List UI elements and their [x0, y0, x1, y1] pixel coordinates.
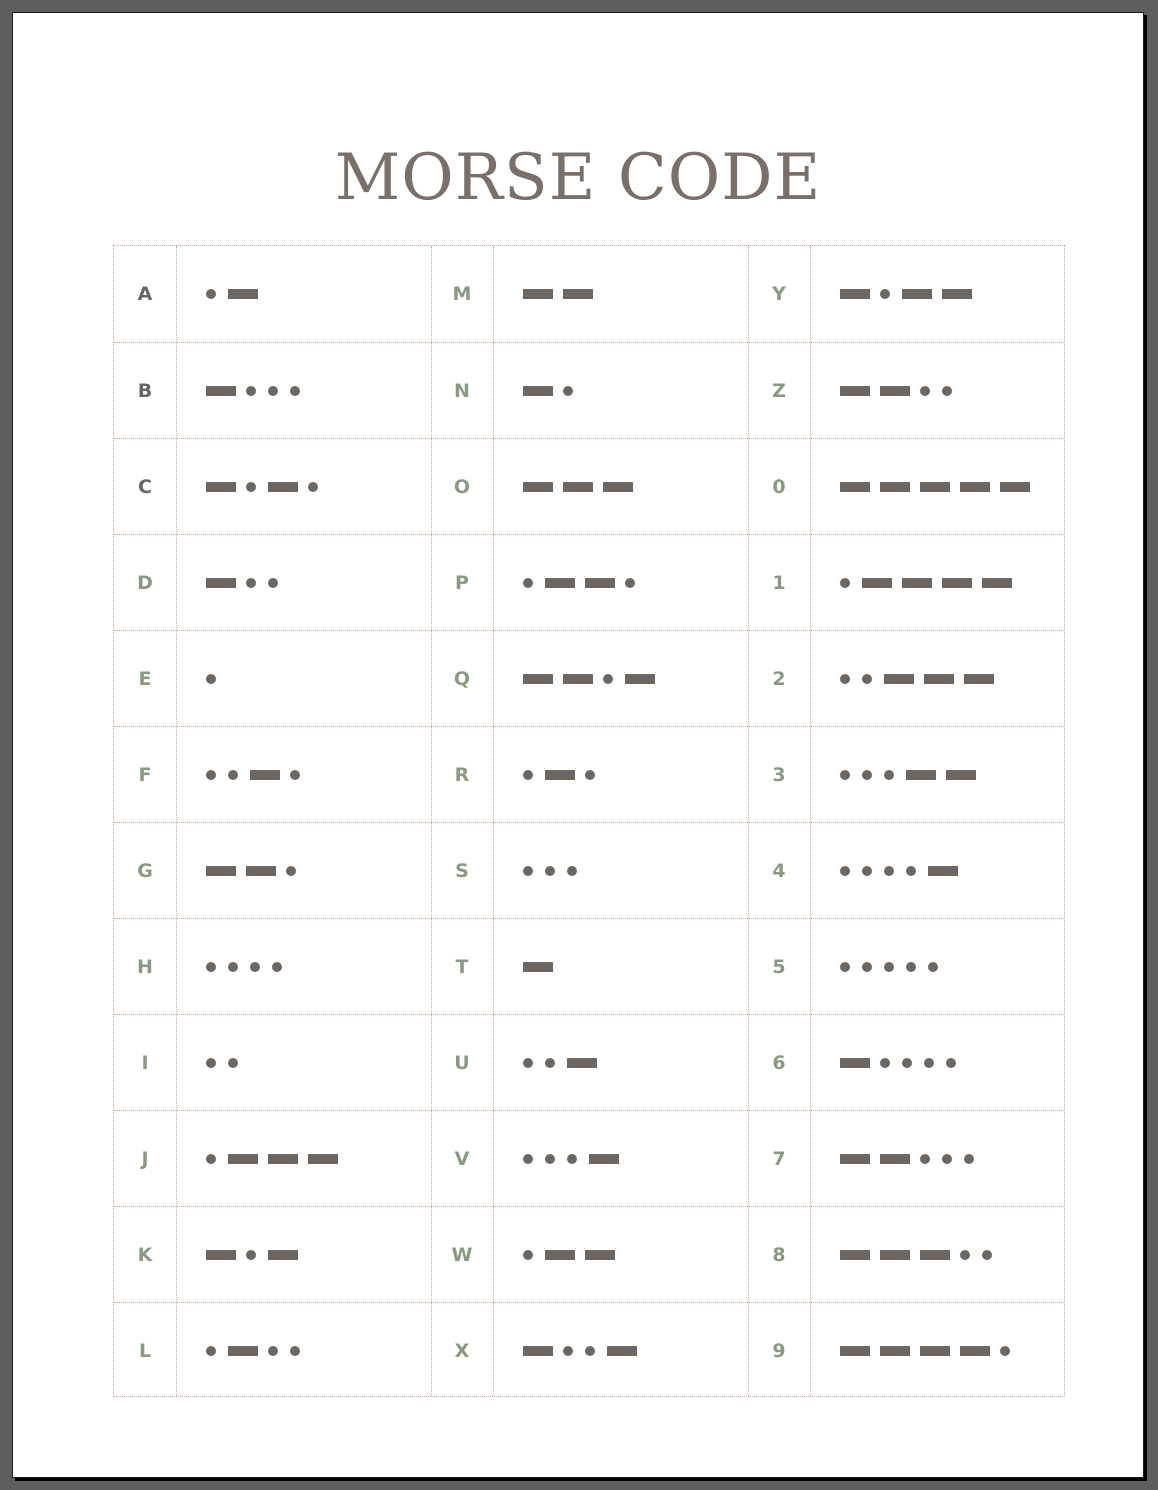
- character-label: S: [455, 860, 469, 882]
- character-label: L: [138, 1340, 152, 1362]
- character-label: 7: [772, 1148, 786, 1170]
- morse-sequence: [206, 919, 431, 1015]
- dot-symbol: [290, 770, 300, 780]
- character-label: C: [138, 476, 152, 498]
- dash-symbol: [246, 866, 276, 876]
- dash-symbol: [924, 674, 954, 684]
- dot-symbol: [523, 770, 533, 780]
- morse-sequence: [206, 1303, 431, 1399]
- morse-sequence: [523, 823, 748, 919]
- dot-symbol: [946, 1058, 956, 1068]
- character-label: A: [137, 283, 153, 305]
- dot-symbol: [228, 962, 238, 972]
- dash-symbol: [523, 674, 553, 684]
- character-label: F: [138, 764, 152, 786]
- dot-symbol: [960, 1250, 970, 1260]
- dash-symbol: [523, 482, 553, 492]
- page-title: MORSE CODE: [334, 141, 822, 215]
- dot-symbol: [906, 866, 916, 876]
- morse-sequence: [523, 535, 748, 631]
- dash-symbol: [880, 1154, 910, 1164]
- dash-symbol: [884, 674, 914, 684]
- dash-symbol: [942, 289, 972, 299]
- dash-symbol: [880, 386, 910, 396]
- morse-sequence: [523, 631, 748, 727]
- dash-symbol: [920, 482, 950, 492]
- dot-symbol: [290, 1346, 300, 1356]
- dash-symbol: [585, 1250, 615, 1260]
- character-label: 8: [772, 1244, 786, 1266]
- dot-symbol: [545, 1154, 555, 1164]
- character-label: Y: [772, 283, 786, 305]
- morse-sequence: [523, 1111, 748, 1207]
- dash-symbol: [964, 674, 994, 684]
- dot-symbol: [523, 1154, 533, 1164]
- character-label: N: [454, 380, 470, 402]
- dash-symbol: [206, 1250, 236, 1260]
- dot-symbol: [862, 674, 872, 684]
- dot-symbol: [920, 1154, 930, 1164]
- dot-symbol: [308, 482, 318, 492]
- column-divider: [176, 246, 177, 1396]
- dot-symbol: [840, 770, 850, 780]
- dash-symbol: [585, 578, 615, 588]
- dash-symbol: [862, 578, 892, 588]
- dash-symbol: [880, 482, 910, 492]
- morse-sequence: [523, 246, 748, 342]
- table-row: [114, 246, 1064, 342]
- dot-symbol: [884, 770, 894, 780]
- dash-symbol: [840, 386, 870, 396]
- dot-symbol: [964, 1154, 974, 1164]
- morse-sequence: [840, 1303, 1065, 1399]
- morse-sequence: [206, 1207, 431, 1303]
- dot-symbol: [880, 289, 890, 299]
- dot-symbol: [567, 866, 577, 876]
- character-label: 2: [772, 668, 786, 690]
- character-label: 5: [772, 956, 786, 978]
- dash-symbol: [589, 1154, 619, 1164]
- dash-symbol: [906, 770, 936, 780]
- dash-symbol: [920, 1250, 950, 1260]
- dash-symbol: [942, 578, 972, 588]
- dot-symbol: [840, 866, 850, 876]
- dot-symbol: [902, 1058, 912, 1068]
- dot-symbol: [928, 962, 938, 972]
- dot-symbol: [246, 386, 256, 396]
- dash-symbol: [206, 866, 236, 876]
- dot-symbol: [268, 386, 278, 396]
- character-label: 6: [772, 1052, 786, 1074]
- character-label: I: [141, 1052, 149, 1074]
- dot-symbol: [880, 1058, 890, 1068]
- character-label: 3: [772, 764, 786, 786]
- table-row: [114, 822, 1064, 918]
- morse-sequence: [206, 535, 431, 631]
- dot-symbol: [286, 866, 296, 876]
- dash-symbol: [563, 482, 593, 492]
- dash-symbol: [268, 1154, 298, 1164]
- character-label: 9: [772, 1340, 786, 1362]
- dot-symbol: [942, 1154, 952, 1164]
- dash-symbol: [206, 482, 236, 492]
- dash-symbol: [625, 674, 655, 684]
- character-label: 1: [772, 572, 786, 594]
- character-label: U: [454, 1052, 470, 1074]
- dot-symbol: [206, 1346, 216, 1356]
- dash-symbol: [840, 1250, 870, 1260]
- dot-symbol: [585, 770, 595, 780]
- morse-sequence: [840, 535, 1065, 631]
- character-label: 0: [772, 476, 786, 498]
- table-row: [114, 1014, 1064, 1110]
- dot-symbol: [625, 578, 635, 588]
- morse-sequence: [206, 246, 431, 342]
- dash-symbol: [206, 386, 236, 396]
- table-row: [114, 918, 1064, 1014]
- dot-symbol: [206, 962, 216, 972]
- morse-sequence: [840, 1015, 1065, 1111]
- dot-symbol: [206, 289, 216, 299]
- morse-sequence: [523, 727, 748, 823]
- dash-symbol: [250, 770, 280, 780]
- dot-symbol: [567, 1154, 577, 1164]
- dot-symbol: [920, 386, 930, 396]
- character-label: J: [141, 1148, 149, 1170]
- dot-symbol: [206, 674, 216, 684]
- morse-sequence: [523, 343, 748, 439]
- dash-symbol: [920, 1346, 950, 1356]
- morse-sequence: [523, 439, 748, 535]
- dash-symbol: [228, 289, 258, 299]
- dash-symbol: [228, 1346, 258, 1356]
- dot-symbol: [246, 578, 256, 588]
- morse-sequence: [206, 343, 431, 439]
- character-label: X: [454, 1340, 470, 1362]
- dot-symbol: [563, 386, 573, 396]
- dash-symbol: [603, 482, 633, 492]
- morse-sequence: [523, 919, 748, 1015]
- character-label: W: [451, 1244, 473, 1266]
- dot-symbol: [924, 1058, 934, 1068]
- dash-symbol: [545, 770, 575, 780]
- dot-symbol: [862, 770, 872, 780]
- dash-symbol: [545, 1250, 575, 1260]
- dash-symbol: [840, 1154, 870, 1164]
- morse-sequence: [840, 631, 1065, 727]
- dash-symbol: [563, 674, 593, 684]
- table-row: [114, 1206, 1064, 1302]
- morse-sequence: [523, 1015, 748, 1111]
- dash-symbol: [308, 1154, 338, 1164]
- dot-symbol: [884, 962, 894, 972]
- column-divider: [810, 246, 811, 1396]
- dash-symbol: [902, 289, 932, 299]
- character-label: T: [455, 956, 469, 978]
- dot-symbol: [603, 674, 613, 684]
- character-label: E: [138, 668, 152, 690]
- dash-symbol: [268, 482, 298, 492]
- dot-symbol: [585, 1346, 595, 1356]
- character-label: H: [137, 956, 153, 978]
- dash-symbol: [563, 289, 593, 299]
- table-row: [114, 630, 1064, 726]
- dash-symbol: [545, 578, 575, 588]
- morse-sequence: [840, 1207, 1065, 1303]
- morse-sequence: [523, 1303, 748, 1399]
- table-row: [114, 438, 1064, 534]
- morse-sequence: [206, 631, 431, 727]
- table-row: [114, 342, 1064, 438]
- page: [12, 12, 1144, 1478]
- morse-sequence: [206, 727, 431, 823]
- dot-symbol: [884, 866, 894, 876]
- dot-symbol: [862, 866, 872, 876]
- dot-symbol: [563, 1346, 573, 1356]
- dot-symbol: [942, 386, 952, 396]
- dot-symbol: [268, 578, 278, 588]
- dot-symbol: [250, 962, 260, 972]
- dot-symbol: [545, 1058, 555, 1068]
- dot-symbol: [228, 770, 238, 780]
- dash-symbol: [902, 578, 932, 588]
- dash-symbol: [1000, 482, 1030, 492]
- morse-sequence: [840, 246, 1065, 342]
- morse-sequence: [206, 823, 431, 919]
- dot-symbol: [206, 1154, 216, 1164]
- dot-symbol: [523, 578, 533, 588]
- dot-symbol: [982, 1250, 992, 1260]
- character-label: V: [454, 1148, 470, 1170]
- dash-symbol: [268, 1250, 298, 1260]
- dash-symbol: [960, 482, 990, 492]
- dash-symbol: [840, 1058, 870, 1068]
- dot-symbol: [906, 962, 916, 972]
- morse-sequence: [840, 919, 1065, 1015]
- dot-symbol: [290, 386, 300, 396]
- dot-symbol: [840, 674, 850, 684]
- dot-symbol: [246, 1250, 256, 1260]
- dash-symbol: [880, 1346, 910, 1356]
- table-row: [114, 726, 1064, 822]
- dash-symbol: [840, 1346, 870, 1356]
- dot-symbol: [272, 962, 282, 972]
- morse-code-table: [113, 245, 1065, 1397]
- character-label: Q: [453, 668, 471, 690]
- character-label: R: [454, 764, 470, 786]
- dash-symbol: [840, 289, 870, 299]
- character-label: O: [453, 476, 471, 498]
- dash-symbol: [607, 1346, 637, 1356]
- dot-symbol: [206, 1058, 216, 1068]
- character-label: D: [137, 572, 153, 594]
- dash-symbol: [960, 1346, 990, 1356]
- dash-symbol: [982, 578, 1012, 588]
- dash-symbol: [206, 578, 236, 588]
- dot-symbol: [545, 866, 555, 876]
- character-label: G: [137, 860, 153, 882]
- morse-sequence: [206, 1015, 431, 1111]
- dot-symbol: [228, 1058, 238, 1068]
- dash-symbol: [228, 1154, 258, 1164]
- column-divider: [493, 246, 494, 1396]
- dot-symbol: [1000, 1346, 1010, 1356]
- dash-symbol: [880, 1250, 910, 1260]
- table-row: [114, 1110, 1064, 1206]
- morse-sequence: [523, 1207, 748, 1303]
- morse-sequence: [206, 439, 431, 535]
- dot-symbol: [523, 1250, 533, 1260]
- dash-symbol: [928, 866, 958, 876]
- character-label: B: [137, 380, 153, 402]
- dot-symbol: [206, 770, 216, 780]
- dot-symbol: [523, 1058, 533, 1068]
- morse-sequence: [840, 343, 1065, 439]
- dot-symbol: [862, 962, 872, 972]
- character-label: Z: [772, 380, 786, 402]
- character-label: P: [455, 572, 469, 594]
- dash-symbol: [523, 1346, 553, 1356]
- dot-symbol: [246, 482, 256, 492]
- character-label: K: [137, 1244, 153, 1266]
- dot-symbol: [268, 1346, 278, 1356]
- dash-symbol: [946, 770, 976, 780]
- dash-symbol: [840, 482, 870, 492]
- morse-sequence: [840, 439, 1065, 535]
- character-label: M: [452, 283, 472, 305]
- column-divider: [748, 246, 749, 1396]
- dash-symbol: [523, 289, 553, 299]
- table-row: [114, 534, 1064, 630]
- dot-symbol: [840, 578, 850, 588]
- dot-symbol: [840, 962, 850, 972]
- morse-sequence: [840, 823, 1065, 919]
- table-row: [114, 1302, 1064, 1398]
- dash-symbol: [523, 962, 553, 972]
- dot-symbol: [523, 866, 533, 876]
- column-divider: [431, 246, 432, 1396]
- morse-sequence: [840, 727, 1065, 823]
- character-label: 4: [772, 860, 786, 882]
- dash-symbol: [567, 1058, 597, 1068]
- dash-symbol: [523, 386, 553, 396]
- morse-sequence: [840, 1111, 1065, 1207]
- morse-sequence: [206, 1111, 431, 1207]
